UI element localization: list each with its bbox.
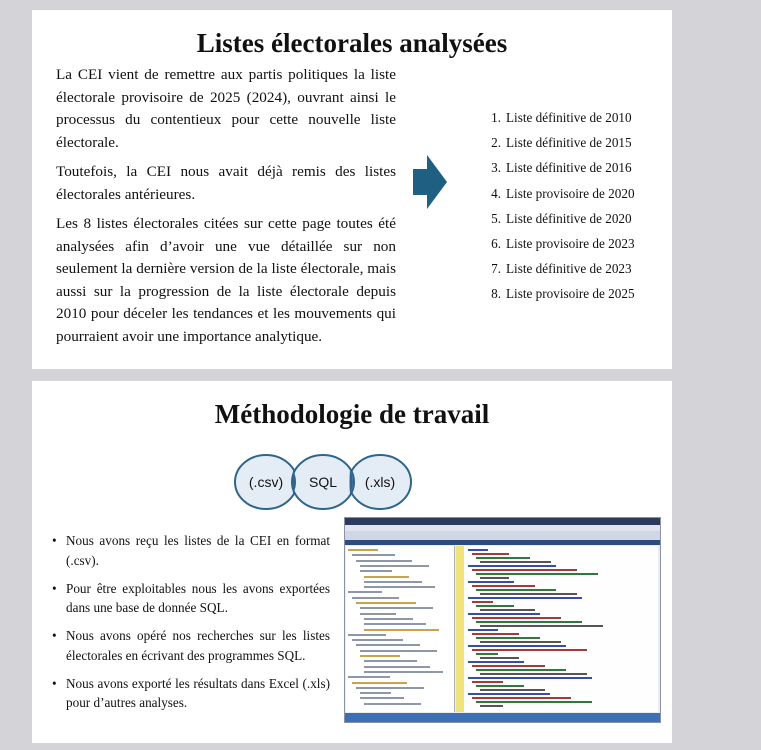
- screenshot-query-editor: [456, 546, 658, 712]
- screenshot-code-line: [476, 621, 582, 623]
- list-item: 4. Liste provisoire de 2020: [491, 185, 635, 201]
- screenshot-code-line: [480, 705, 503, 707]
- screenshot-code-line: [472, 601, 493, 603]
- screenshot-code-line: [468, 645, 566, 647]
- screenshot-code-line: [476, 605, 514, 607]
- screenshot-tree-line: [356, 644, 420, 646]
- sql-editor-screenshot: [344, 517, 661, 723]
- bullet-item: • Pour être exploitables nous les avons exportées dans une base de donnée SQL.: [52, 580, 330, 615]
- bullet-item: • Nous avons opéré nos recherches sur les listes électorales en écrivant des programmes SQL.: [52, 628, 330, 663]
- screenshot-tree-line: [356, 560, 412, 562]
- slide-methodology: [32, 381, 672, 743]
- screenshot-code-line: [476, 557, 530, 559]
- methodology-bullets: [52, 531, 330, 721]
- screenshot-tree-line: [352, 639, 403, 641]
- screenshot-tree-line: [348, 634, 386, 636]
- screenshot-code-line: [468, 629, 498, 631]
- flow-step-label: (.csv): [248, 474, 284, 490]
- screenshot-tree-line: [364, 581, 422, 583]
- screenshot-code-line: [468, 549, 488, 551]
- screenshot-tree-line: [356, 602, 416, 604]
- screenshot-tree-line: [364, 666, 430, 668]
- screenshot-code-line: [476, 669, 566, 671]
- list-item: 1. Liste définitive de 2010: [491, 110, 632, 125]
- screenshot-tree-line: [360, 565, 429, 567]
- bullet-icon: •: [52, 675, 57, 691]
- screenshot-tree-line: [352, 682, 407, 684]
- screenshot-titlebar: [345, 518, 660, 525]
- screenshot-code-line: [468, 693, 550, 695]
- screenshot-code-line: [472, 649, 587, 651]
- screenshot-code-line: [472, 633, 519, 635]
- screenshot-tree-line: [348, 549, 378, 551]
- bullet-item: • Nous avons reçu les listes de la CEI en format (.csv).: [52, 533, 330, 568]
- screenshot-tree-line: [364, 671, 443, 673]
- screenshot-code-line: [468, 565, 556, 567]
- screenshot-tree-line: [364, 703, 421, 705]
- screenshot-code-line: [468, 661, 524, 663]
- screenshot-tree-line: [360, 613, 396, 615]
- screenshot-object-explorer: [346, 546, 455, 712]
- list-item: 7. Liste définitive de 2023: [491, 261, 632, 277]
- screenshot-tree-line: [360, 692, 391, 694]
- screenshot-tree-line: [360, 697, 404, 699]
- list-item: 2. Liste définitive de 2015: [491, 135, 632, 151]
- screenshot-code-line: [468, 677, 592, 679]
- screenshot-code-line: [480, 625, 603, 627]
- bullet-item: • Nous avons exporté les résultats dans Excel (.xls) pour d’autres analyses.: [52, 675, 330, 710]
- screenshot-tree-line: [356, 687, 424, 689]
- screenshot-code-line: [472, 553, 509, 555]
- screenshot-code-line: [480, 609, 535, 611]
- flow-step-label: (.xls): [364, 474, 396, 490]
- screenshot-tree-line: [364, 618, 413, 620]
- screenshot-code-line: [480, 689, 545, 691]
- screenshot-code-line: [480, 561, 551, 563]
- flow-step-label: SQL: [308, 474, 338, 490]
- screenshot-code-line: [476, 589, 556, 591]
- screenshot-code-line: [480, 657, 519, 659]
- slide-title: Listes électorales analysées: [196, 28, 508, 58]
- screenshot-tree-line: [360, 650, 437, 652]
- list-item: 5. Liste définitive de 2020: [491, 210, 632, 226]
- screenshot-code-line: [480, 577, 509, 579]
- bullet-icon: •: [52, 533, 57, 548]
- screenshot-statusbar: [345, 713, 660, 722]
- slide-title: Méthodologie de travail: [214, 399, 490, 429]
- bullet-icon: •: [52, 628, 57, 643]
- slide-electoral-lists: [32, 10, 672, 369]
- screenshot-tree-line: [352, 597, 399, 599]
- screenshot-tree-line: [348, 676, 390, 678]
- screenshot-editor-gutter: [456, 546, 464, 712]
- screenshot-tree-line: [360, 607, 433, 609]
- paragraph: Les 8 listes électorales citées sur cette page toutes été analysées afin d’avoir une vue détaillée sur non seulement la dernière version de la liste électorale, mais aussi sur la progression de la liste électorale depuis 2010 pour déceler les tendances et les mouvements qui pourraient avoir une importance analytique.: [56, 215, 396, 345]
- screenshot-code-line: [472, 697, 571, 699]
- screenshot-code-line: [472, 585, 535, 587]
- screenshot-code-line: [472, 681, 503, 683]
- list-item: 8. Liste provisoire de 2025: [491, 286, 635, 302]
- screenshot-code-line: [476, 637, 540, 639]
- screenshot-code-line: [476, 685, 524, 687]
- screenshot-code-line: [472, 617, 561, 619]
- screenshot-tree-line: [364, 629, 439, 631]
- right-arrow-icon: [413, 155, 447, 209]
- screenshot-tree-line: [364, 576, 409, 578]
- screenshot-code-line: [480, 593, 577, 595]
- process-flow-diagram: [232, 452, 414, 512]
- bullet-icon: •: [52, 580, 57, 596]
- screenshot-code-line: [468, 581, 514, 583]
- paragraph: Toutefois, la CEI nous avait déjà remis des listes électorales antérieures.: [56, 163, 396, 203]
- screenshot-code-line: [480, 641, 561, 643]
- screenshot-tree-line: [348, 591, 382, 593]
- screenshot-code-line: [476, 653, 498, 655]
- screenshot-tree-line: [364, 660, 417, 662]
- screenshot-tree-line: [360, 570, 392, 572]
- screenshot-code-line: [468, 597, 582, 599]
- screenshot-tree-line: [360, 655, 400, 657]
- intro-text: [56, 64, 396, 355]
- screenshot-code-line: [476, 573, 598, 575]
- screenshot-tree-line: [364, 623, 426, 625]
- screenshot-code-line: [472, 569, 577, 571]
- list-item: 6. Liste provisoire de 2023: [491, 235, 635, 251]
- screenshot-code-line: [480, 673, 587, 675]
- screenshot-tree-line: [364, 586, 435, 588]
- screenshot-code-line: [472, 665, 545, 667]
- electoral-lists: [484, 110, 635, 312]
- screenshot-code-line: [468, 613, 540, 615]
- list-item: 3. Liste définitive de 2016: [491, 160, 632, 176]
- screenshot-tabs: [345, 540, 660, 545]
- screenshot-tree-line: [352, 554, 395, 556]
- paragraph: La CEI vient de remettre aux partis politiques la liste électorale provisoire de 2025 (2024), ouvrant ainsi le processus du contentieux pour cette nouvelle liste électorale.: [56, 66, 396, 151]
- screenshot-code-line: [476, 701, 592, 703]
